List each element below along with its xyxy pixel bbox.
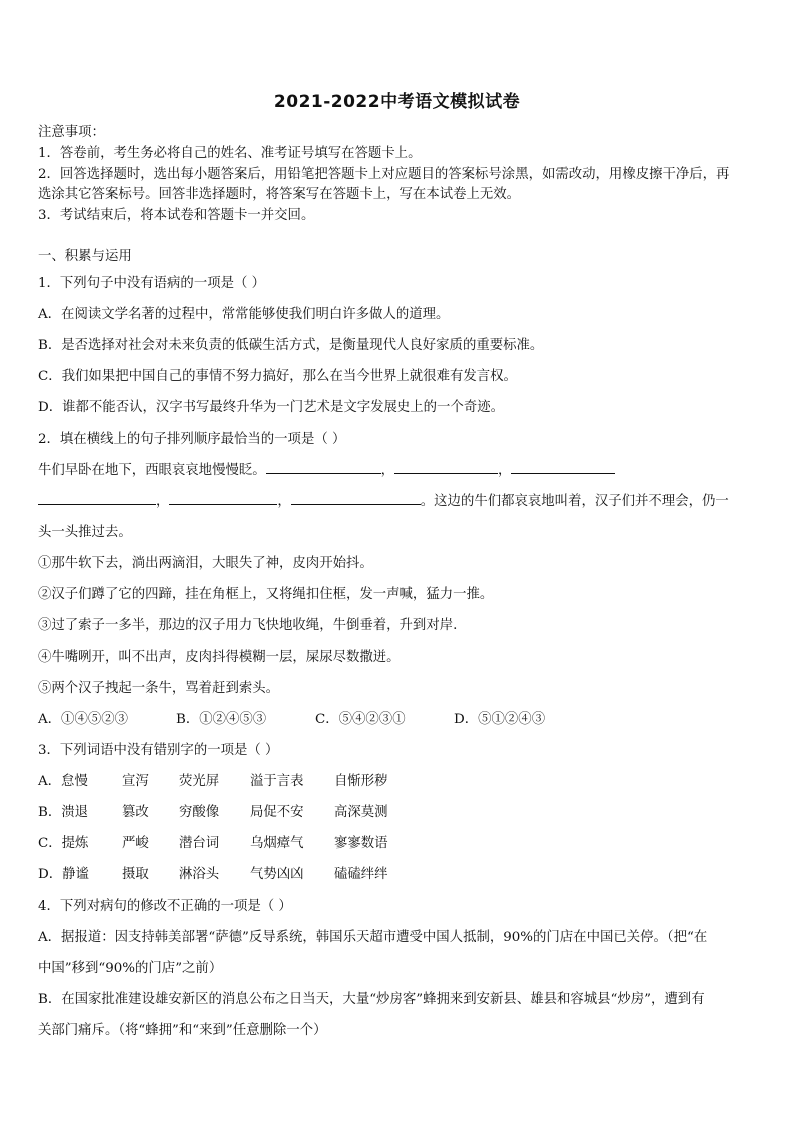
question-1-stem: 1．下列句子中没有语病的一项是（ ） (38, 276, 266, 291)
word: 摄取 (122, 867, 149, 882)
answer-blank[interactable] (291, 492, 421, 505)
word: 自惭形秽 (334, 774, 388, 789)
comma: ， (156, 494, 170, 509)
passage-text: 。这边的牛们都哀哀地叫着，汉子们并不理会，仍一 (420, 494, 729, 509)
question-1-option-d: D．谁都不能否认，汉字书写最终升华为一门艺术是文字发展史上的一个奇迹。 (38, 400, 505, 415)
word: 穷酸像 (179, 805, 220, 820)
question-2-sentence: ②汉子们蹲了它的四蹄，挂在角框上，又将绳扣住框，发一声喊，猛力一推。 (38, 587, 494, 602)
page-title: 2021-2022中考语文模拟试卷 (273, 92, 521, 112)
word: 寥寥数语 (334, 836, 388, 851)
answer-blank[interactable] (169, 492, 277, 505)
word: 潜台词 (179, 836, 220, 851)
notice-item: 2．回答选择题时，选出每小题答案后，用铅笔把答题卡上对应题目的答案标号涂黑，如需改动，用橡皮擦干净后，再 (38, 167, 730, 182)
notice-heading: 注意事项： (38, 125, 105, 140)
question-3-row (38, 801, 758, 820)
question-1-option-b: B．是否选择对社会对未来负责的低碳生活方式，是衡量现代人良好家质的重要标准。 (38, 338, 544, 353)
question-3-row (38, 863, 758, 882)
word: 篡改 (122, 805, 149, 820)
word: A．怠慢 (38, 774, 88, 789)
word: B．溃退 (38, 805, 89, 820)
question-1-option-a: A．在阅读文学名著的过程中，常常能够使我们明白许多做人的道理。 (38, 307, 450, 322)
question-2-passage-line: 头一头推过去。 (38, 525, 132, 540)
comma: ， (380, 463, 395, 478)
notice-item: 3．考试结束后，将本试卷和答题卡一并交回。 (38, 208, 315, 223)
question-2-options (38, 708, 758, 727)
question-2-sentence: ⑤两个汉子拽起一条牛，骂着赶到索头。 (38, 681, 280, 696)
question-4-line: 关部门痛斥。（将“蜂拥”和“来到”任意删除一个） (38, 1023, 327, 1038)
question-4-line: B．在国家批准建设雄安新区的消息公布之日当天，大量“炒房客”蜂拥来到安新县、雄县和容城县“炒房”，遭到有 (38, 992, 705, 1007)
notice-item: 1．答卷前，考生务必将自己的姓名、准考证号填写在答题卡上。 (38, 146, 422, 161)
question-2-passage-line (38, 490, 758, 509)
word: 宣泻 (122, 774, 149, 789)
answer-blank[interactable] (266, 461, 381, 474)
answer-blank[interactable] (394, 461, 498, 474)
question-2-sentence: ①那牛软下去，淌出两滴泪，大眼失了神，皮肉开始抖。 (38, 556, 373, 571)
question-4-stem: 4．下列对病句的修改不正确的一项是（ ） (38, 899, 292, 914)
passage-text: 牛们早卧在地下，西眼哀哀地慢慢眨。 (38, 463, 266, 478)
question-2-stem: 2．填在横线上的句子排列顺序最恰当的一项是（ ） (38, 432, 346, 447)
word: C．提炼 (38, 836, 89, 851)
question-4-line: 中国”移到“90%的门店”之前） (38, 961, 223, 976)
answer-blank[interactable] (38, 492, 156, 505)
question-2-passage-line (38, 459, 758, 478)
word: D．静谧 (38, 867, 89, 882)
question-2-sentence: ④牛嘴咧开，叫不出声，皮肉抖得模糊一层，屎尿尽数撒迸。 (38, 650, 400, 665)
question-2-sentence: ③过了索子一多半，那边的汉子用力飞快地收绳，牛倒垂着，升到对岸. (38, 618, 458, 633)
word: 荧光屏 (179, 774, 220, 789)
question-3-row (38, 832, 758, 851)
question-3-stem: 3．下列词语中没有错别字的一项是（ ） (38, 743, 279, 758)
question-2-option-d: D．⑤①②④③ (454, 712, 546, 727)
word: 局促不安 (250, 805, 304, 820)
comma: ， (277, 494, 291, 509)
question-2-option-b: B．①②④⑤③ (176, 712, 267, 727)
word: 严峻 (122, 836, 149, 851)
word: 乌烟瘴气 (250, 836, 304, 851)
word: 淋浴头 (179, 867, 220, 882)
section-heading: 一、积累与运用 (38, 249, 132, 264)
question-2-option-a: A．①④⑤②③ (38, 712, 129, 727)
word: 磕磕绊绊 (334, 867, 388, 882)
comma: ， (498, 463, 512, 478)
word: 气势凶凶 (250, 867, 304, 882)
notice-item: 选涂其它答案标号。回答非选择题时，将答案写在答题卡上，写在本试卷上无效。 (38, 187, 521, 202)
question-1-option-c: C．我们如果把中国自己的事情不努力搞好，那么在当今世界上就很难有发言权。 (38, 369, 517, 384)
answer-blank[interactable] (511, 461, 615, 474)
word: 溢于言表 (250, 774, 304, 789)
word: 高深莫测 (334, 805, 388, 820)
question-3-row (38, 770, 758, 789)
question-4-line: A．据报道：因支持韩美部署“萨德”反导系统，韩国乐天超市遭受中国人抵制，90%的门店在中国已关停。（把“在 (38, 930, 708, 945)
question-2-option-c: C．⑤④②③① (315, 712, 406, 727)
